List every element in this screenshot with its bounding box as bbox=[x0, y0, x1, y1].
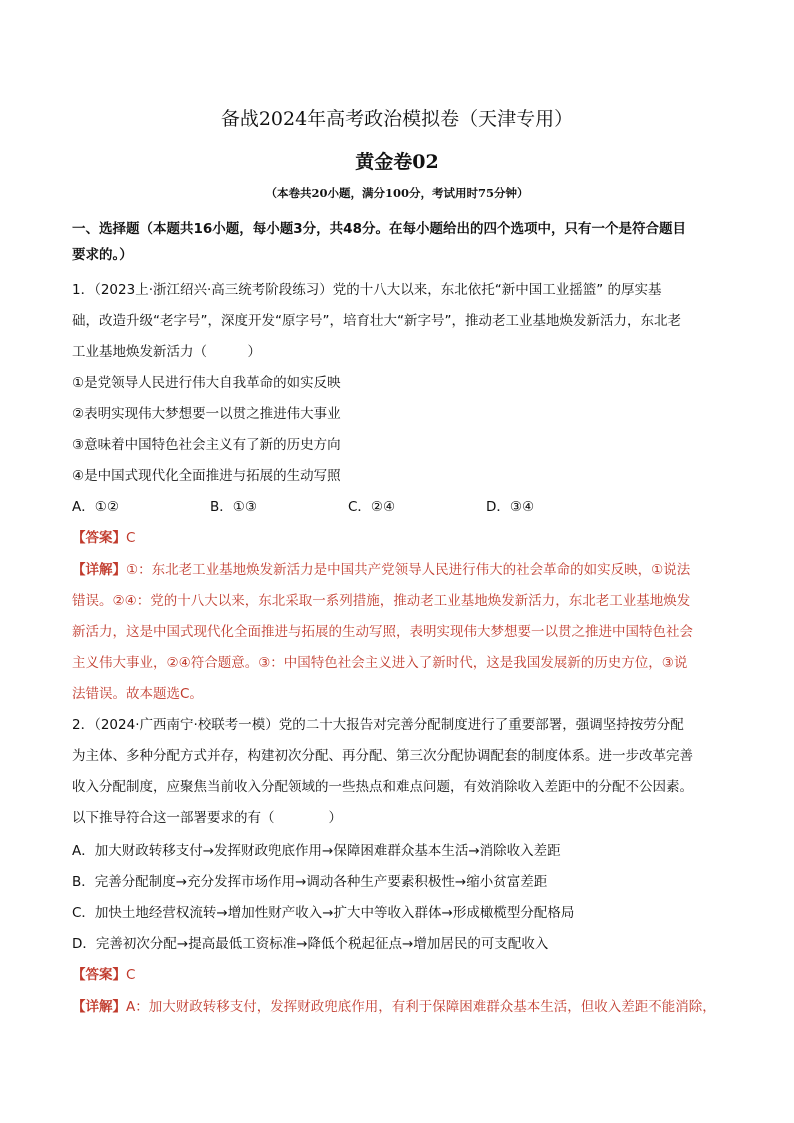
q1-detail-line1 bbox=[72, 560, 732, 580]
q1-detail-line4: 主义伟大事业，②④符合题意。③：中国特色社会主义进入了新时代，这是我国发展新的历史方位，③说 bbox=[72, 655, 688, 671]
q1-detail-line2: 错误。②④：党的十八大以来，东北采取一系列措施，推动老工业基地焕发新活力，东北老工业基地焕发 bbox=[72, 593, 691, 609]
q1-item-1: ①是党领导人民进行伟大自我革命的如实反映 bbox=[72, 375, 341, 391]
q2-detail-text-1: A：加大财政转移支付，发挥财政兜底作用，有利于保障困难群众基本生活，但收入差距不能消除， bbox=[126, 999, 716, 1015]
q2-detail-tag: 【详解】 bbox=[72, 999, 126, 1015]
q1-item-2: ②表明实现伟大梦想要一以贯之推进伟大事业 bbox=[72, 406, 341, 422]
q1-options bbox=[72, 497, 732, 517]
q2-answer-value: C bbox=[126, 967, 136, 983]
q2-option-b: B．完善分配制度→充分发挥市场作用→调动各种生产要素积极性→缩小贫富差距 bbox=[72, 874, 548, 890]
q2-stem-line4: 以下推导符合这一部署要求的有（ ） bbox=[72, 810, 342, 826]
q1-answer bbox=[72, 528, 732, 548]
q1-option-b: B．①③ bbox=[210, 499, 257, 515]
q1-detail-tag: 【详解】 bbox=[72, 562, 126, 578]
q1-detail-line5: 法错误。故本题选C。 bbox=[72, 686, 203, 702]
q2-option-d: D．完善初次分配→提高最低工资标准→降低个税起征点→增加居民的可支配收入 bbox=[72, 936, 549, 952]
q2-stem-line2: 为主体、多种分配方式并存，构建初次分配、再分配、第三次分配协调配套的制度体系。进一步改革完善 bbox=[72, 748, 693, 764]
q1-item-3: ③意味着中国特色社会主义有了新的历史方向 bbox=[72, 437, 341, 453]
q1-detail-line3: 新活力，这是中国式现代化全面推进与拓展的生动写照，表明实现伟大梦想要一以贯之推进中国特色社会 bbox=[72, 624, 693, 640]
q1-stem-line1: 1．（2023上·浙江绍兴·高三统考阶段练习）党的十八大以来，东北依托“新中国工业摇篮” 的厚实基 bbox=[72, 282, 662, 298]
q2-option-c: C．加快土地经营权流转→增加性财产收入→扩大中等收入群体→形成橄榄型分配格局 bbox=[72, 905, 575, 921]
q1-stem-line2: 础，改造升级“老字号”，深度开发“原字号”，培育壮大“新字号”，推动老工业基地焕发新活力，东北老 bbox=[72, 313, 681, 329]
q2-detail-line1 bbox=[72, 997, 732, 1017]
section-heading-line2: 要求的。） bbox=[72, 247, 133, 263]
q2-answer-tag: 【答案】 bbox=[72, 967, 126, 983]
q1-option-a: A．①② bbox=[72, 499, 119, 515]
q1-detail-text-1: ①：东北老工业基地焕发新活力是中国共产党领导人民进行伟大的社会革命的如实反映，①说法 bbox=[126, 562, 691, 578]
q1-option-c: C．②④ bbox=[348, 499, 396, 515]
q2-stem-line3: 收入分配制度，应聚焦当前收入分配领域的一些热点和难点问题，有效消除收入差距中的分配不公因素。 bbox=[72, 779, 693, 795]
exam-note: （本卷共20小题，满分100分，考试用时75分钟） bbox=[265, 186, 529, 200]
q1-option-d: D．③④ bbox=[486, 499, 535, 515]
section-heading-line1: 一、选择题（本题共16小题，每小题3分，共48分。在每小题给出的四个选项中，只有一个是符合题目 bbox=[72, 221, 686, 237]
page-subtitle: 黄金卷02 bbox=[355, 151, 439, 173]
q1-stem-line3: 工业基地焕发新活力（ ） bbox=[72, 344, 261, 360]
q1-item-4: ④是中国式现代化全面推进与拓展的生动写照 bbox=[72, 468, 341, 484]
q1-answer-tag: 【答案】 bbox=[72, 530, 126, 546]
q2-answer bbox=[72, 965, 732, 985]
q1-answer-value: C bbox=[126, 530, 136, 546]
page-title: 备战2024年高考政治模拟卷（天津专用） bbox=[220, 108, 574, 130]
q2-stem-line1: 2．（2024·广西南宁·校联考一模）党的二十大报告对完善分配制度进行了重要部署，强调坚持按劳分配 bbox=[72, 717, 684, 733]
q2-option-a: A．加大财政转移支付→发挥财政兜底作用→保障困难群众基本生活→消除收入差距 bbox=[72, 843, 561, 859]
